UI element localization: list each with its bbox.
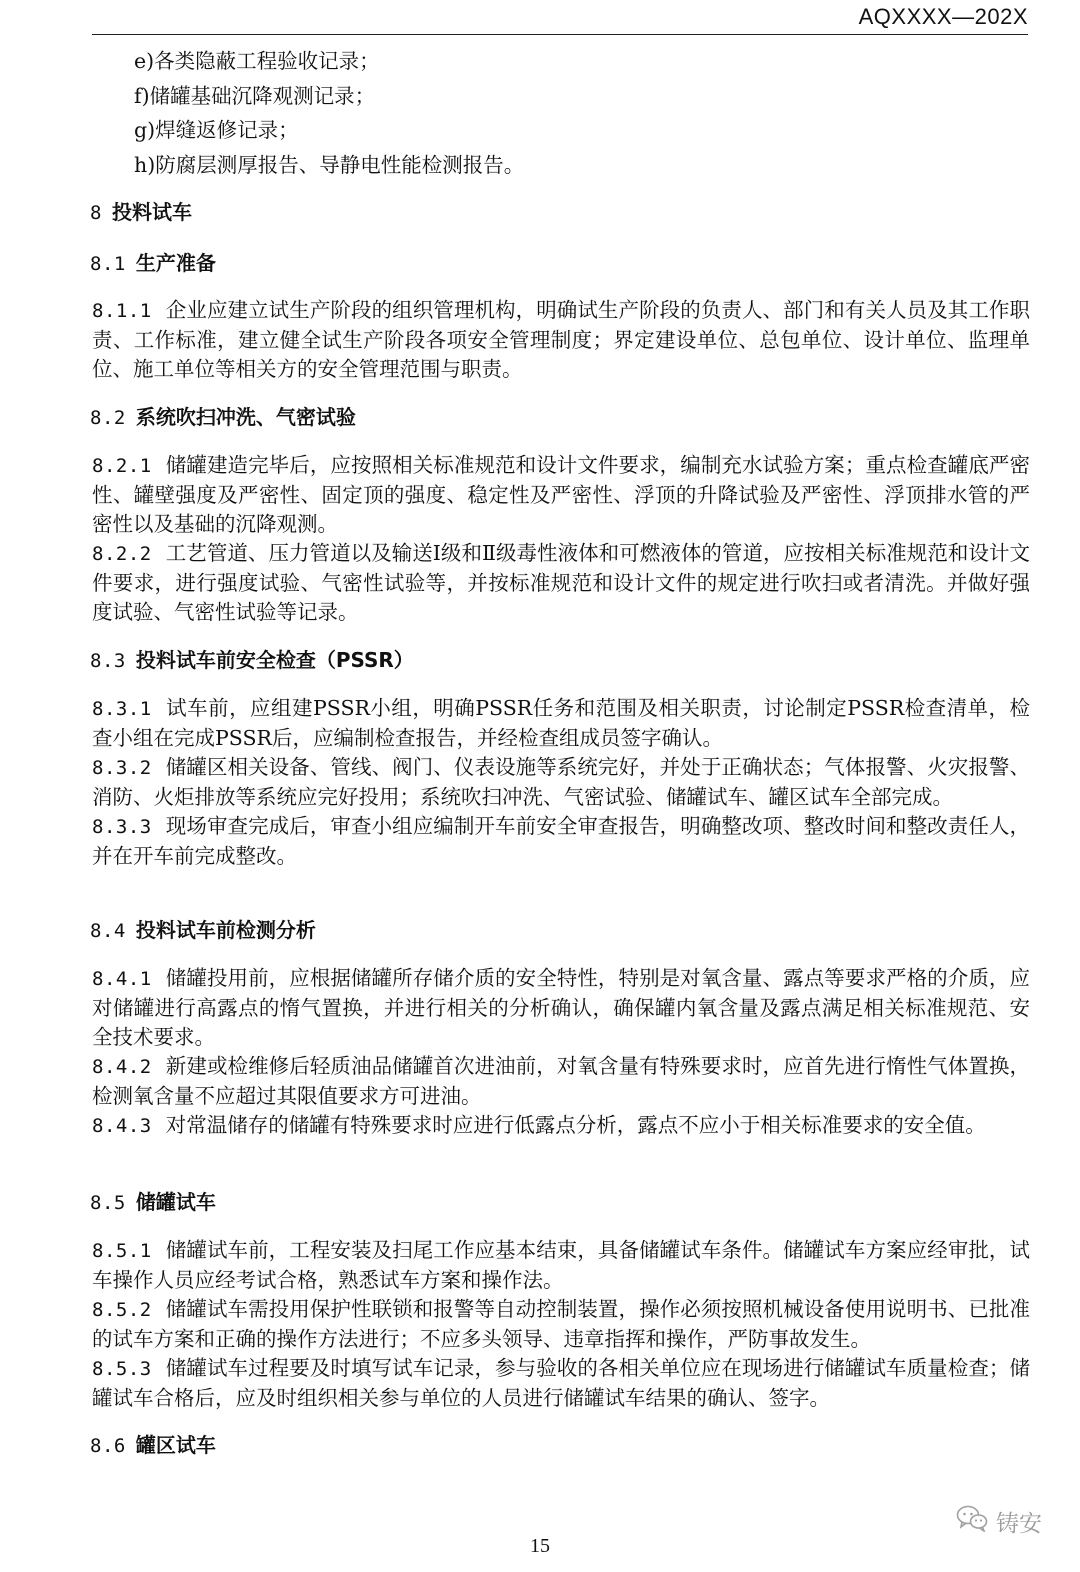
document-code: AQXXXX—202X [858, 4, 1028, 29]
clause-text: 现场审查完成后，审查小组应编制开车前安全审查报告，明确整改项、整改时间和整改责任人，并在开车前完成整改。 [92, 814, 1030, 868]
clause-text: 企业应建立试生产阶段的组织管理机构，明确试生产阶段的负责人、部门和有关人员及其工作职责、工作标准，建立健全试生产阶段各项安全管理制度；界定建设单位、总包单位、设计单位、监理单位、施工单位等相关方的安全管理范围与职责。 [92, 298, 1030, 381]
clause-8-3-1 [92, 694, 1030, 753]
header-rule [92, 34, 1028, 35]
section-heading-8-2 [90, 402, 356, 433]
clause-8-4-3 [92, 1111, 1030, 1141]
clause-8-2-1 [92, 451, 1030, 539]
section-heading-8 [90, 197, 192, 228]
clause-text: 储罐建造完毕后，应按照相关标准规范和设计文件要求，编制充水试验方案；重点检查罐底严密性、罐壁强度及严密性、固定顶的强度、稳定性及严密性、浮顶的升降试验及严密性、浮顶排水管的严密性以及基础的沉降观测。 [92, 453, 1030, 536]
section-heading-8-5 [90, 1187, 216, 1218]
section-title: 投料试车前检测分析 [135, 918, 316, 942]
section-heading-8-1 [90, 248, 216, 279]
section-title: 投料试车 [111, 200, 192, 224]
clause-8-5-2 [92, 1295, 1030, 1354]
clause-text: 储罐试车前，工程安装及扫尾工作应基本结束，具备储罐试车条件。储罐试车方案应经审批，试车操作人员应经考试合格，熟悉试车方案和操作法。 [92, 1238, 1030, 1292]
clause-text: 储罐区相关设备、管线、阀门、仪表设施等系统完好，并处于正确状态；气体报警、火灾报警、消防、火炬排放等系统应完好投用；系统吹扫冲洗、气密试验、储罐试车、罐区试车全部完成。 [92, 755, 1030, 809]
list-item: h)防腐层测厚报告、导静电性能检测报告。 [134, 153, 525, 178]
clause-8-3-3 [92, 812, 1030, 871]
clause-number: 8.3.1 [92, 698, 152, 720]
section-number: 8.2 [90, 407, 126, 429]
clause-text: 储罐试车过程要及时填写试车记录，参与验收的各相关单位应在现场进行储罐试车质量检查；储罐试车合格后，应及时组织相关参与单位的人员进行储罐试车结果的确认、签字。 [92, 1356, 1030, 1410]
source-watermark [956, 1504, 1042, 1538]
clause-number: 8.4.1 [92, 968, 152, 990]
section-title: 储罐试车 [135, 1190, 216, 1214]
clause-8-4-2 [92, 1052, 1030, 1111]
section-number: 8.3 [90, 650, 126, 672]
section-number: 8.4 [90, 920, 126, 942]
section-body-8-3 [92, 694, 1030, 871]
clause-text: 储罐投用前，应根据储罐所存储介质的安全特性，特别是对氧含量、露点等要求严格的介质，应对储罐进行高露点的惰气置换，并进行相关的分析确认，确保罐内氧含量及露点满足相关标准规范、安全技术要求。 [92, 966, 1030, 1049]
clause-number: 8.5.2 [92, 1299, 152, 1321]
clause-number: 8.2.2 [92, 543, 152, 565]
clause-8-5-3 [92, 1354, 1030, 1413]
clause-number: 8.4.3 [92, 1115, 152, 1137]
clause-8-1-1 [92, 296, 1030, 384]
clause-number: 8.5.1 [92, 1240, 152, 1262]
list-item: f)储罐基础沉降观测记录； [134, 83, 376, 108]
section-title: 罐区试车 [135, 1433, 216, 1457]
section-number: 8.5 [90, 1192, 126, 1214]
list-item: e)各类隐蔽工程验收记录； [134, 49, 380, 73]
record-list [134, 44, 524, 183]
watermark-text: 铸安 [996, 1510, 1042, 1537]
page-number: 15 [530, 1535, 550, 1557]
list-item: g)焊缝返修记录； [134, 118, 299, 143]
clause-number: 8.2.1 [92, 455, 152, 477]
clause-number: 8.3.3 [92, 816, 152, 838]
section-title: 系统吹扫冲洗、气密试验 [135, 405, 356, 429]
section-body-8-1 [92, 296, 1030, 384]
section-heading-8-4 [90, 915, 316, 946]
section-heading-8-6 [90, 1430, 216, 1461]
section-body-8-2 [92, 451, 1030, 627]
wechat-icon [956, 1504, 988, 1538]
clause-number: 8.5.3 [92, 1358, 152, 1380]
clause-8-2-2 [92, 539, 1030, 627]
clause-number: 8.4.2 [92, 1056, 152, 1078]
clause-text: 工艺管道、压力管道以及输送Ⅰ级和Ⅱ级毒性液体和可燃液体的管道，应按相关标准规范和设计文件要求，进行强度试验、气密性试验等，并按标准规范和设计文件的规定进行吹扫或者清洗。并做好强度试验、气密性试验等记录。 [92, 541, 1030, 624]
clause-number: 8.3.2 [92, 757, 152, 779]
clause-8-5-1 [92, 1236, 1030, 1295]
section-title: 生产准备 [135, 251, 216, 275]
clause-number: 8.1.1 [92, 300, 152, 322]
clause-text: 储罐试车需投用保护性联锁和报警等自动控制装置，操作必须按照机械设备使用说明书、已批准的试车方案和正确的操作方法进行；不应多头领导、违章指挥和操作，严防事故发生。 [92, 1297, 1030, 1351]
clause-text: 对常温储存的储罐有特殊要求时应进行低露点分析，露点不应小于相关标准要求的安全值。 [165, 1113, 986, 1137]
section-number: 8.6 [90, 1435, 126, 1457]
clause-8-4-1 [92, 964, 1030, 1052]
section-number: 8 [90, 202, 102, 224]
section-number: 8.1 [90, 253, 126, 275]
clause-text: 新建或检维修后轻质油品储罐首次进油前，对氧含量有特殊要求时，应首先进行惰性气体置换，检测氧含量不应超过其限值要求方可进油。 [92, 1054, 1030, 1108]
section-body-8-4 [92, 964, 1030, 1141]
clause-8-3-2 [92, 753, 1030, 812]
clause-text: 试车前，应组建PSSR小组，明确PSSR任务和范围及相关职责，讨论制定PSSR检查清单，检查小组在完成PSSR后，应编制检查报告，并经检查组成员签字确认。 [92, 696, 1030, 750]
section-heading-8-3 [90, 645, 414, 676]
section-title: 投料试车前安全检查（PSSR） [135, 648, 414, 672]
section-body-8-5 [92, 1236, 1030, 1413]
